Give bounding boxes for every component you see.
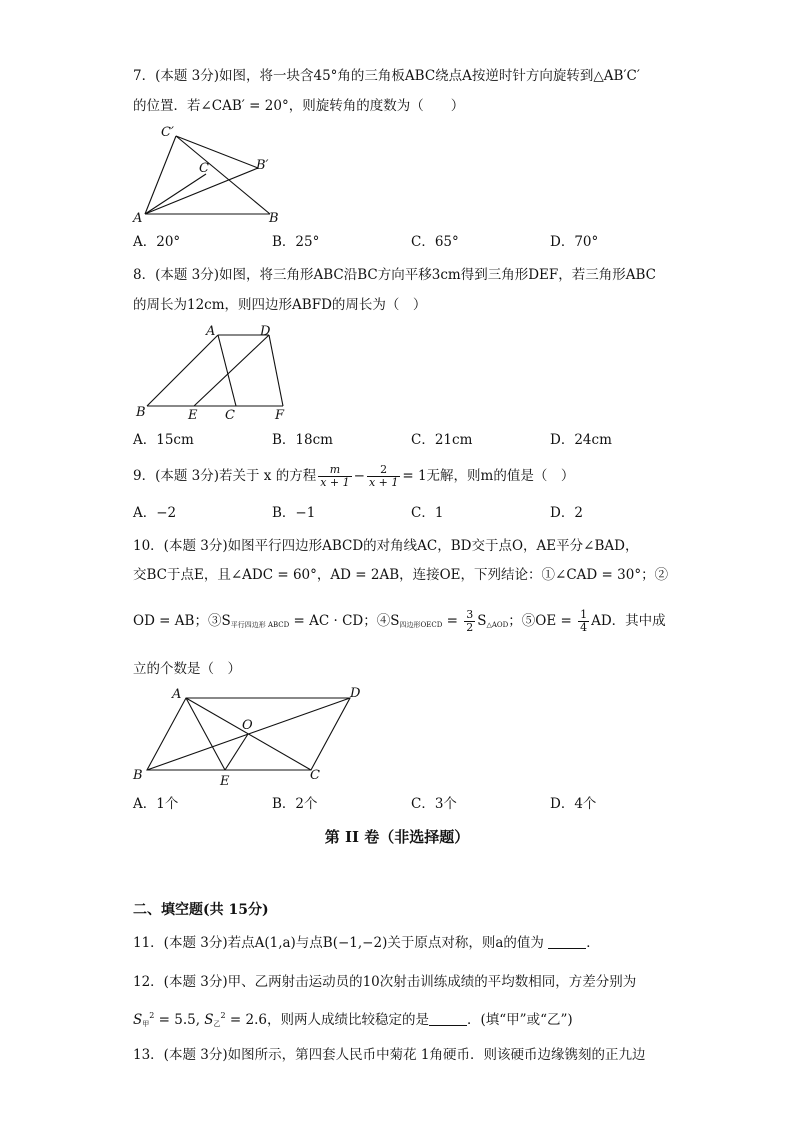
q9-suffix: = 1无解，则m的值是（ ） [402, 468, 575, 484]
q9-frac2-num: 2 [367, 464, 400, 477]
q12-sup-yi: 2 [220, 1011, 226, 1020]
q10-label-D: D [350, 686, 361, 701]
q8-stem-line1: 8．(本题 3分)如图，将三角形ABC沿BC方向平移3cm得到三角形DEF，若三角形ABC [133, 267, 656, 283]
q12-sup-jia: 2 [149, 1011, 155, 1020]
q10-line3-sub3: △AOD [486, 621, 509, 629]
q12-stem-line2 [133, 1006, 573, 1034]
q8-option-c: C．21cm [411, 432, 473, 448]
q10-line3-c: = [442, 613, 463, 629]
q12-eq2: = 2.6，则两人成绩比较稳定的是 [225, 1012, 430, 1028]
q8-stem-line2: 的周长为12cm，则四边形ABFD的周长为（ ） [133, 297, 427, 313]
q8-label-E: E [188, 408, 198, 423]
q9-minus: − [353, 468, 365, 484]
q10-parallelogram-figure [128, 682, 368, 790]
q9-fraction-2 [367, 464, 400, 489]
q10-line3-e: ；⑤OE = [508, 613, 577, 629]
q10-line3-f: AD．其中成 [591, 613, 666, 629]
q9-prefix: 9．(本题 3分)若关于 x 的方程 [133, 468, 317, 484]
q8-translation-figure [130, 320, 300, 426]
q9-option-d: D．2 [550, 505, 583, 521]
q10-option-d: D．4个 [550, 796, 597, 812]
q7-option-d: D．70° [550, 234, 599, 250]
q10-label-B: B [133, 768, 143, 783]
q10-line3-sub2: 四边形OECD [399, 621, 443, 629]
q8-label-A: A [206, 324, 216, 339]
q12-stem-line1: 12．(本题 3分)甲、乙两射击运动员的10次射击训练成绩的平均数相同，方差分别为 [133, 974, 637, 990]
q10-fraction-3-2 [464, 609, 475, 634]
q12-s-yi: S [204, 1012, 214, 1028]
q7-label-A: A [133, 211, 143, 226]
q8-option-b: B．18cm [272, 432, 333, 448]
q12-sub-jia: 甲 [142, 1020, 150, 1028]
q12-sub-yi: 乙 [213, 1020, 221, 1028]
q9-option-a: A．−2 [133, 505, 177, 521]
q10-option-b: B．2个 [272, 796, 318, 812]
q12-answer-blank [429, 1011, 467, 1026]
q10-option-a: A．1个 [133, 796, 179, 812]
q10-frac3-num: 3 [466, 608, 474, 621]
q11-stem [133, 933, 600, 953]
q8-option-a: A．15cm [133, 432, 194, 448]
q9-option-b: B．−1 [272, 505, 316, 521]
q10-stem-line4: 立的个数是（ ） [133, 661, 241, 677]
q10-label-C: C [310, 768, 320, 783]
part2-title: 第 II 卷（非选择题） [324, 828, 470, 846]
q7-label-B-prime: B′ [256, 158, 269, 173]
q12-eq1: = 5.5, [154, 1012, 205, 1028]
q9-frac1-den: x + 1 [320, 476, 350, 489]
q9-frac2-den: x + 1 [368, 476, 399, 489]
q13-stem-line1: 13．(本题 3分)如图所示，第四套人民币中菊花 1角硬币．则该硬币边缘镌刻的正九边 [133, 1047, 646, 1063]
q8-label-B: B [136, 405, 146, 420]
q10-frac3-den: 2 [466, 621, 474, 634]
q10-fraction-1-4 [578, 609, 589, 634]
q10-line3-sub1: 平行四边形 ABCD [230, 621, 290, 629]
q9-frac1-num: m [318, 464, 351, 477]
q10-label-A: A [172, 687, 182, 702]
q8-option-d: D．24cm [550, 432, 612, 448]
q11-answer-blank [548, 934, 586, 949]
q7-triangle-figure [128, 122, 288, 228]
q10-stem-line3 [133, 606, 666, 640]
q10-frac4-num: 1 [580, 608, 588, 621]
q9-fraction-1 [318, 464, 351, 489]
q7-stem-line2: 的位置．若∠CAB′ = 20°，则旋转角的度数为（ ） [133, 98, 465, 114]
q12-s-jia: S [133, 1012, 143, 1028]
q10-stem-line1: 10．(本题 3分)如图平行四边形ABCD的对角线AC，BD交于点O，AE平分∠BAD， [133, 538, 639, 554]
q10-line3-a: OD = AB；③S [133, 613, 231, 629]
q10-frac4-den: 4 [580, 621, 588, 634]
q8-label-F: F [275, 408, 285, 423]
q10-line3-d: S [477, 613, 487, 629]
q9-option-c: C．1 [411, 505, 444, 521]
q7-label-B: B [269, 211, 279, 226]
q7-option-a: A．20° [133, 234, 181, 250]
q8-label-C: C [225, 408, 235, 423]
q9-stem [133, 462, 574, 490]
q7-option-b: B．25° [272, 234, 320, 250]
q7-option-c: C．65° [411, 234, 459, 250]
q10-option-c: C．3个 [411, 796, 457, 812]
q10-line3-b: = AC · CD；④S [289, 613, 400, 629]
q10-stem-line2: 交BC于点E，且∠ADC = 60°，AD = 2AB，连接OE，下列结论：①∠CAD = 30°；② [133, 567, 669, 583]
q10-label-E: E [220, 774, 230, 789]
q12-end: ．(填“甲”或“乙”) [467, 1012, 573, 1028]
q11-text: 11．(本题 3分)若点A(1,a)与点B(−1,−2)关于原点对称，则a的值为 [133, 935, 544, 951]
q8-label-D: D [260, 324, 271, 339]
section2-title: 二、填空题(共 15分) [133, 902, 269, 918]
q10-label-O: O [242, 718, 253, 733]
q7-label-C: C [199, 161, 209, 176]
q11-end: ． [586, 935, 600, 951]
q7-label-C-prime: C′ [161, 125, 174, 140]
q7-stem-line1: 7．(本题 3分)如图，将一块含45°角的三角板ABC绕点A按逆时针方向旋转到△AB′C′ [133, 68, 640, 84]
